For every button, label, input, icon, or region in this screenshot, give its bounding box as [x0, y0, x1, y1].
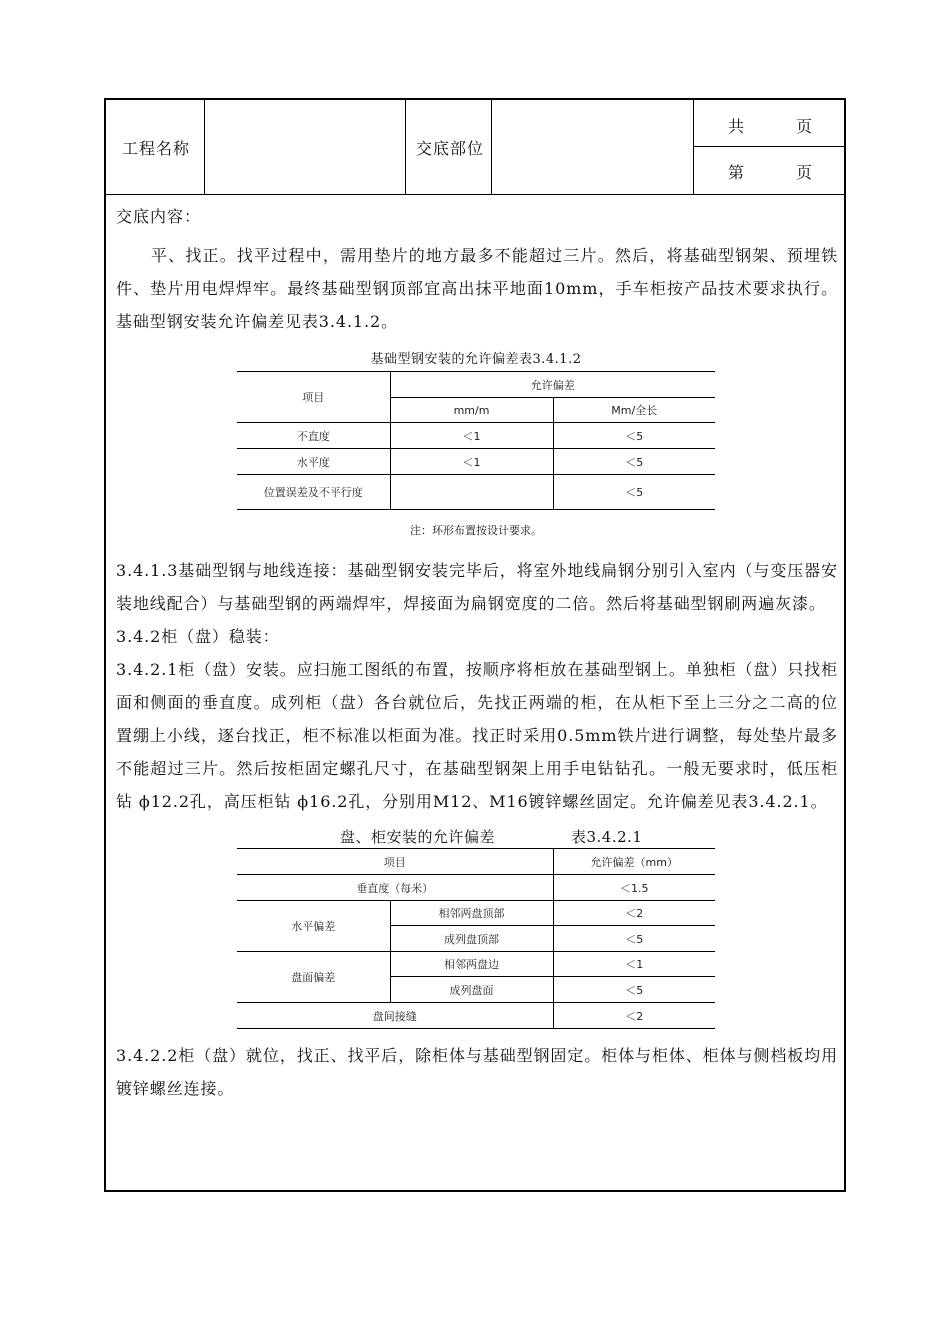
divider	[693, 100, 694, 194]
table-cell: ＜1.5	[553, 875, 715, 901]
table-cell: 成列盘面	[390, 977, 553, 1003]
table-cell: ＜5	[553, 423, 715, 449]
paragraph: 3.4.1.3基础型钢与地线连接：基础型钢安装完毕后，将室外地线扁钢分别引入室内（与变压器安装地线配合）与基础型钢的两端焊牢，焊接面为扁钢宽度的二倍。然后将基础型钢刷两遍灰漆。	[116, 561, 838, 613]
table-row	[237, 875, 715, 901]
table-cell: ＜1	[390, 423, 553, 449]
table-cell: ＜5	[553, 977, 715, 1003]
table-caption-number: 表3.4.2.1	[571, 828, 643, 846]
table-cell: 相邻两盘顶部	[390, 901, 553, 926]
table-cell: 不直度	[237, 423, 390, 449]
table-caption	[237, 826, 715, 848]
tolerance-table-2	[237, 848, 715, 1029]
divider	[491, 100, 492, 194]
table-cell: ＜2	[553, 901, 715, 926]
table-cell: ＜2	[553, 1003, 715, 1029]
paragraph: 平、找正。找平过程中，需用垫片的地方最多不能超过三片。然后，将基础型钢架、预埋铁件、垫片用电焊焊牢。最终基础型钢顶部宜高出抹平地面10mm，手车柜按产品技术要求执行。基础型钢安装允许偏差见表3.4.1.2。	[116, 246, 838, 331]
table-block-2	[237, 826, 715, 1029]
disclosure-content	[116, 204, 838, 1105]
table-cell: ＜1	[390, 449, 553, 475]
table-header-cell: Mm/全长	[553, 398, 715, 423]
table-caption: 基础型钢安装的允许偏差表3.4.1.2	[370, 352, 582, 367]
total-pages-label: 共 页	[728, 117, 814, 136]
table-header-cell: mm/m	[390, 398, 553, 423]
table-row	[237, 1003, 715, 1029]
table-row	[237, 952, 715, 977]
table-row	[237, 449, 715, 475]
location-label: 交底部位	[416, 139, 485, 158]
disclosure-form	[104, 98, 846, 1192]
table-cell: 盘间接缝	[237, 1003, 553, 1029]
table-row	[237, 901, 715, 926]
page-number-label: 第 页	[728, 163, 814, 182]
table-header-cell: 允许偏差（mm）	[553, 849, 715, 875]
table-cell: ＜5	[553, 449, 715, 475]
project-name-label: 工程名称	[122, 139, 191, 158]
form-header	[106, 100, 844, 195]
table-note: 注：环形布置按设计要求。	[410, 524, 542, 537]
table-block-1	[237, 348, 715, 538]
content-label: 交底内容：	[116, 207, 202, 226]
divider	[694, 146, 844, 147]
table-cell: 成列盘顶部	[390, 926, 553, 952]
table-cell: 水平度	[237, 449, 390, 475]
table-caption-title: 盘、柜安装的允许偏差	[340, 828, 496, 846]
table-row	[237, 475, 715, 510]
table-cell: 位置误差及不平行度	[237, 475, 390, 510]
table-cell: 盘面偏差	[237, 952, 390, 1003]
table-header-cell: 项目	[237, 849, 553, 875]
table-row	[237, 849, 715, 875]
tolerance-table-1	[237, 371, 715, 510]
table-header-cell: 允许偏差	[390, 372, 715, 398]
table-cell: 水平偏差	[237, 901, 390, 952]
divider	[204, 100, 205, 194]
table-row	[237, 423, 715, 449]
table-cell: 相邻两盘边	[390, 952, 553, 977]
paragraph: 3.4.2.1柜（盘）安装。应扫施工图纸的布置，按顺序将柜放在基础型钢上。单独柜（盘）只找柜面和侧面的垂直度。成列柜（盘）各台就位后，先找正两端的柜，在从柜下至上三分之二高的位置绷上小线，逐台找正，柜不标准以柜面为准。找正时采用0.5mm铁片进行调整，每处垫片最多不能超过三片。然后按柜固定螺孔尺寸，在基础型钢架上用手电钻钻孔。一般无要求时，低压柜钻 ϕ12.2孔，高压柜钻 ϕ16.2孔，分别用M12、M16镀锌螺丝固定。允许偏差见表3.4.2.1。	[116, 660, 838, 811]
table-cell: 垂直度（每米）	[237, 875, 553, 901]
divider	[405, 100, 406, 194]
table-cell	[390, 475, 553, 510]
table-cell: ＜5	[553, 926, 715, 952]
table-cell: ＜1	[553, 952, 715, 977]
paragraph: 3.4.2.2柜（盘）就位，找正、找平后，除柜体与基础型钢固定。柜体与柜体、柜体与侧档板均用镀锌螺丝连接。	[116, 1046, 838, 1098]
table-cell: ＜5	[553, 475, 715, 510]
paragraph: 3.4.2柜（盘）稳装：	[116, 627, 280, 646]
table-header-cell: 项目	[237, 372, 390, 423]
